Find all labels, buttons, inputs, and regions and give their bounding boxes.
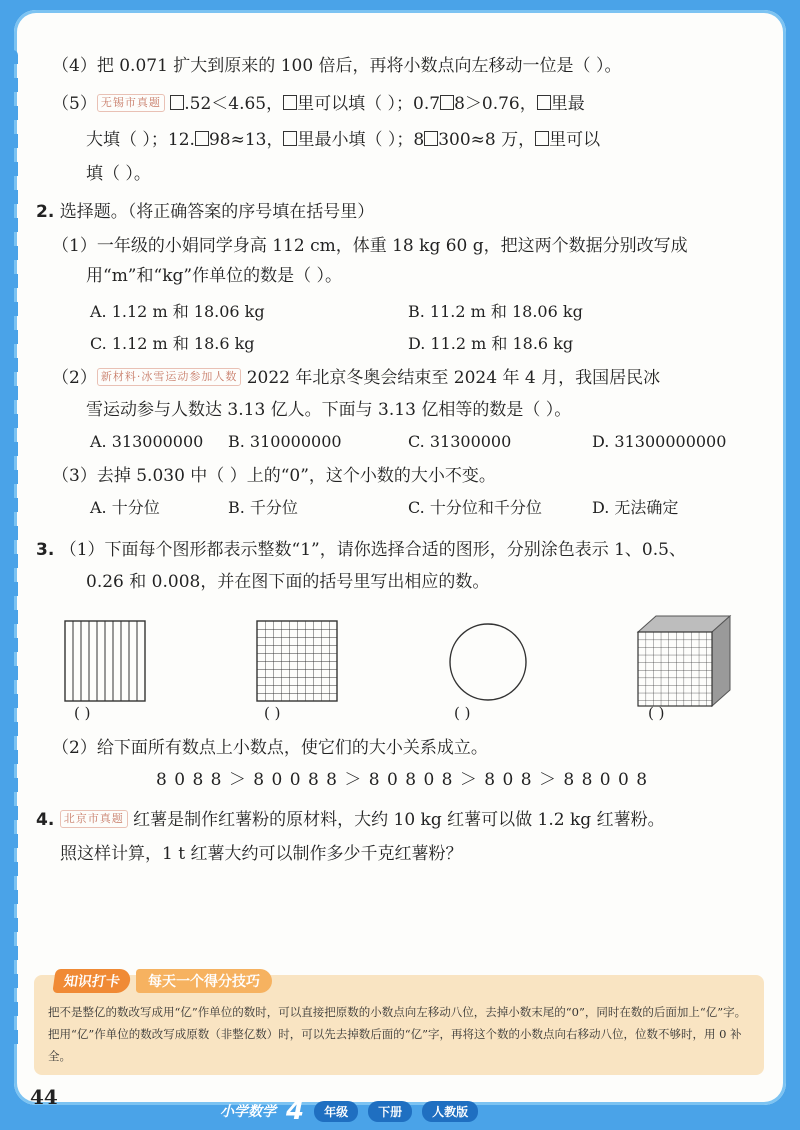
digit-box bbox=[170, 95, 184, 110]
digit-box bbox=[283, 95, 297, 110]
q2-s2-line2: 雪运动参与人数达 3.13 亿人。下面与 3.13 亿相等的数是（ ）。 bbox=[86, 400, 572, 420]
option-b: B. 11.2 m 和 18.06 kg bbox=[408, 302, 583, 321]
item5-prefix: （5） bbox=[52, 94, 97, 114]
q2-s1-line1: （1）一年级的小娟同学身高 112 cm，体重 18 kg 60 g，把这两个数据分别改写成 bbox=[52, 236, 688, 256]
footer-grade-suffix: 年级 bbox=[314, 1101, 358, 1122]
text: 98≈13， bbox=[208, 130, 284, 150]
text: 大填（ ）；12. bbox=[86, 130, 195, 150]
option-a: A. 313000000 bbox=[90, 432, 204, 451]
digit-box bbox=[283, 131, 297, 146]
q2-header bbox=[36, 200, 374, 224]
question-number: 2. bbox=[36, 202, 55, 222]
text: 2022 年北京冬奥会结束至 2024 年 4 月，我国居民冰 bbox=[246, 368, 661, 388]
question-number: 3. bbox=[36, 540, 55, 560]
text: （1）下面每个图形都表示整数“1”，请你选择合适的图形，分别涂色表示 1、0.5、 bbox=[59, 540, 686, 560]
cube-figure[interactable] bbox=[636, 612, 732, 708]
circle-figure[interactable] bbox=[446, 620, 532, 706]
option-d: D. 31300000000 bbox=[592, 432, 727, 451]
q2-s2-line1 bbox=[52, 366, 660, 390]
text: 里最小填（ ）；8 bbox=[297, 130, 425, 150]
q2-s3-line1: （3）去掉 5.030 中（ ）上的“0”，这个小数的大小不变。 bbox=[52, 466, 496, 486]
grid-square-figure[interactable] bbox=[256, 620, 340, 704]
q1-item4: （4）把 0.071 扩大到原来的 100 倍后，再将小数点向左移动一位是（ ）。 bbox=[52, 56, 622, 76]
option-d: D. 11.2 m 和 18.6 kg bbox=[408, 334, 574, 353]
text: 里可以 bbox=[549, 130, 601, 150]
text: 里可以填（ ）；0.7 bbox=[297, 94, 441, 114]
q1-item5-line2 bbox=[86, 128, 600, 152]
q3-line2: 0.26 和 0.008，并在图下面的括号里写出相应的数。 bbox=[86, 572, 490, 592]
footer-term: 下册 bbox=[368, 1101, 412, 1122]
q3-sequence: 8 0 8 8 ＞ 8 0 0 8 8 ＞ 8 0 8 0 8 ＞ 8 0 8 ＞ 8 8 0 0 8 bbox=[156, 770, 649, 790]
text: 8＞0.76， bbox=[454, 94, 537, 114]
text: 300≈8 万， bbox=[438, 130, 536, 150]
text: 里最 bbox=[550, 94, 585, 114]
option-d: D. 无法确定 bbox=[592, 498, 679, 517]
question-title: 选择题。（将正确答案的序号填在括号里） bbox=[59, 202, 375, 222]
text: （2） bbox=[52, 368, 97, 388]
tag-beijing: 北京市真题 bbox=[60, 810, 128, 828]
footer-edition: 人教版 bbox=[422, 1101, 478, 1122]
tips-header bbox=[54, 967, 272, 995]
question-number: 4. bbox=[36, 810, 55, 830]
q1-item5-line3: 填（ ）。 bbox=[86, 164, 151, 184]
footer-grade: 4 bbox=[286, 1096, 305, 1126]
tag-wuxi: 无锡市真题 bbox=[97, 94, 165, 112]
footer-banner bbox=[220, 1098, 478, 1124]
footer-subject: 小学数学 bbox=[220, 1104, 276, 1120]
option-c: C. 1.12 m 和 18.6 kg bbox=[90, 334, 255, 353]
tips-badge: 知识打卡 bbox=[52, 969, 131, 993]
option-c: C. 31300000 bbox=[408, 432, 512, 451]
tag-new-material: 新材料·冰雪运动参加人数 bbox=[97, 368, 242, 386]
page-number: 44 bbox=[30, 1085, 58, 1109]
answer-paren-4[interactable]: ( ) bbox=[648, 704, 665, 722]
tips-title: 每天一个得分技巧 bbox=[136, 969, 272, 993]
option-a: A. 1.12 m 和 18.06 kg bbox=[90, 302, 265, 321]
option-a: A. 十分位 bbox=[90, 498, 160, 517]
q3-line1 bbox=[36, 538, 686, 562]
answer-paren-2[interactable]: ( ) bbox=[264, 704, 281, 722]
text: .52＜4.65， bbox=[184, 94, 284, 114]
option-b: B. 310000000 bbox=[228, 432, 342, 451]
option-b: B. 千分位 bbox=[228, 498, 298, 517]
digit-box bbox=[440, 95, 454, 110]
digit-box bbox=[535, 131, 549, 146]
q2-s1-line2: 用“m”和“kg”作单位的数是（ ）。 bbox=[86, 266, 342, 286]
tips-text: 把不是整亿的数改写成用“亿”作单位的数时，可以直接把原数的小数点向左移动八位，去掉小数末尾的“0”，同时在数的后面加上“亿”字。把用“亿”作单位的数改写成原数（非整亿数）时，可以先去掉数后面的“亿”字，再将这个数的小数点向右移动八位，位数不够时，用 0 补全。 bbox=[48, 1005, 747, 1063]
digit-box bbox=[424, 131, 438, 146]
q3-part2: （2）给下面所有数点上小数点，使它们的大小关系成立。 bbox=[52, 738, 488, 758]
striped-square-figure[interactable] bbox=[64, 620, 148, 704]
answer-paren-1[interactable]: ( ) bbox=[74, 704, 91, 722]
q4-line2: 照这样计算，1 t 红薯大约可以制作多少千克红薯粉？ bbox=[60, 844, 463, 864]
q1-item5-line1 bbox=[52, 92, 585, 116]
tips-panel bbox=[34, 975, 764, 1075]
text: 红薯是制作红薯粉的原材料，大约 10 kg 红薯可以做 1.2 kg 红薯粉。 bbox=[133, 810, 665, 830]
digit-box bbox=[537, 95, 551, 110]
option-c: C. 十分位和千分位 bbox=[408, 498, 542, 517]
digit-box bbox=[195, 131, 209, 146]
q4-line1 bbox=[36, 808, 665, 832]
answer-paren-3[interactable]: ( ) bbox=[454, 704, 471, 722]
